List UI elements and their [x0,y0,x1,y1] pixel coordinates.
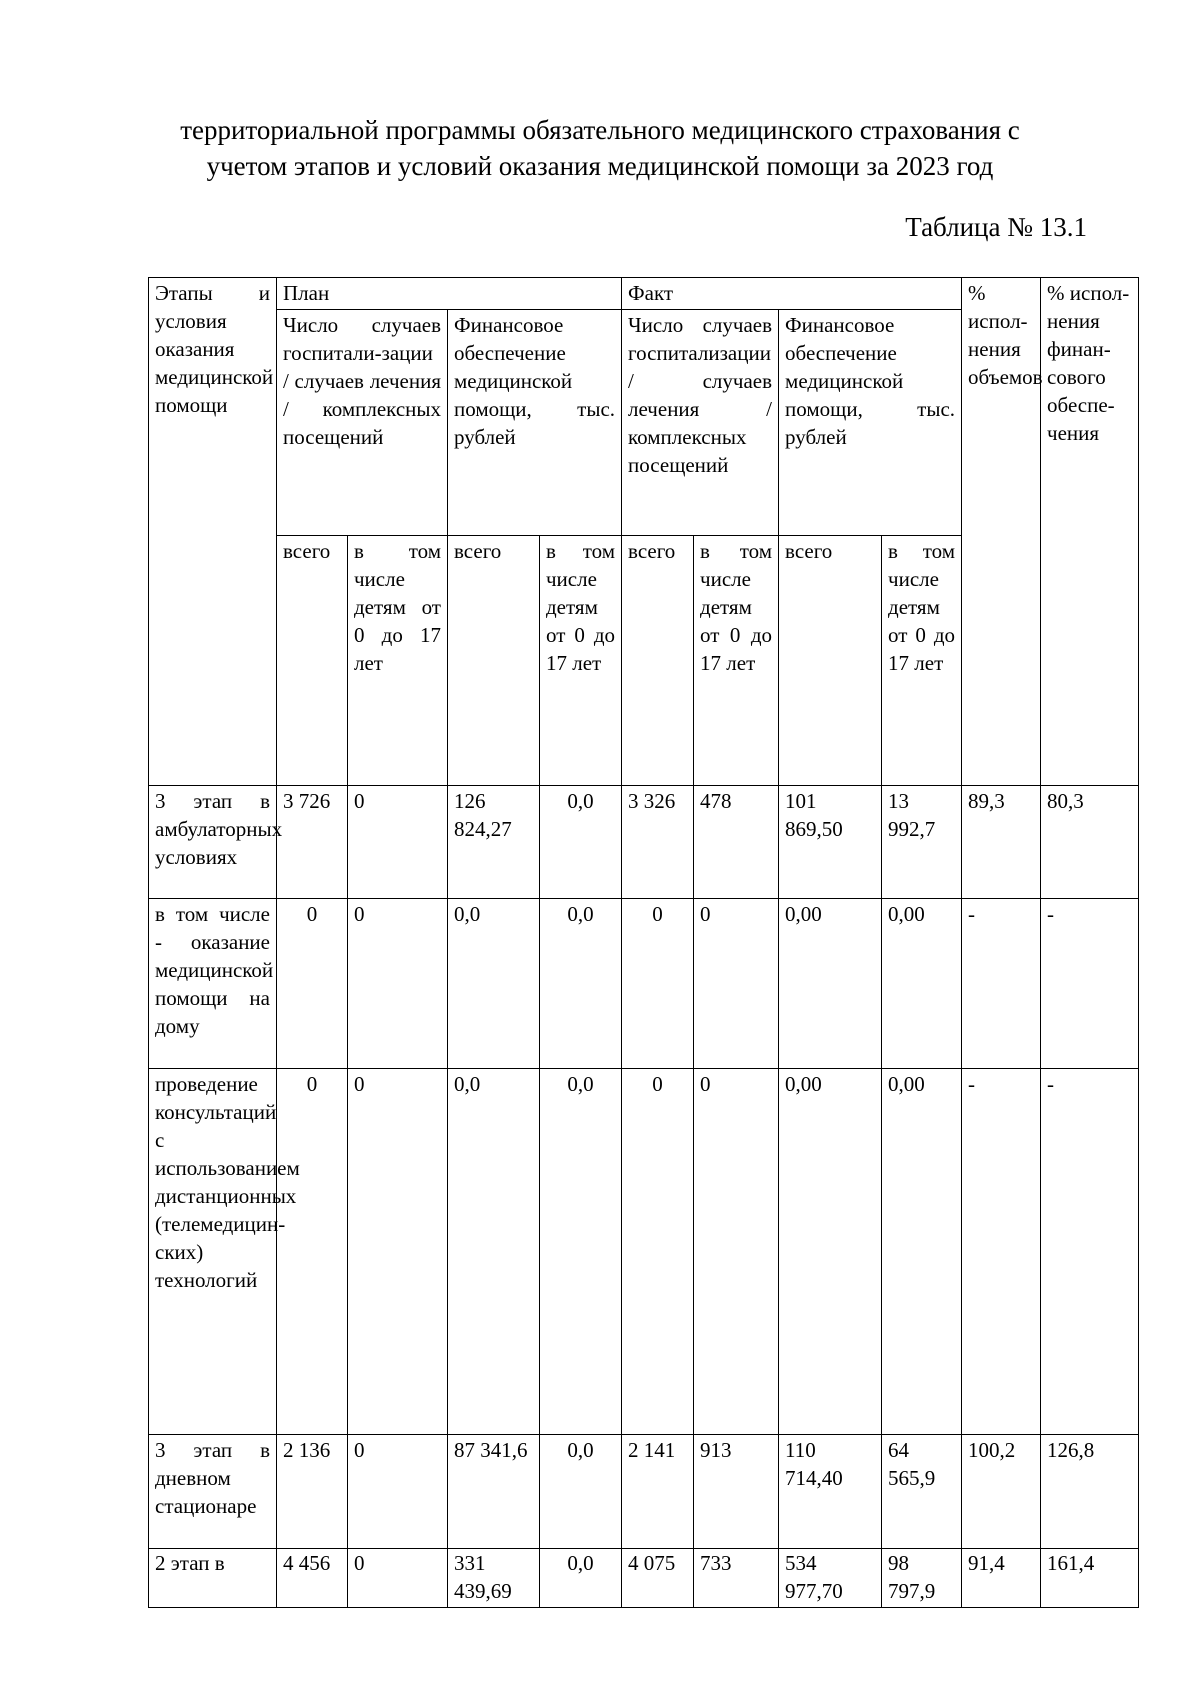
title-line-2: учетом этапов и условий оказания медицинской помощи за 2023 год [206,151,994,181]
table-row [149,1435,1139,1549]
row-fact-fin-children: 98 797,9 [882,1549,962,1608]
row-fact-children: 478 [694,786,779,899]
header-stage: Этапы и условия оказания медицинской помощи [149,278,277,786]
row-plan-children: 0 [348,786,448,899]
row-plan-fin-total: 126 824,27 [448,786,540,899]
table-row [149,786,1139,899]
row-stage: 3 этап в дневном стационаре [149,1435,277,1549]
row-plan-fin-children: 0,0 [540,1069,622,1435]
row-fact-fin-children: 13 992,7 [882,786,962,899]
row-plan-total: 3 726 [277,786,348,899]
row-pct-volume: 100,2 [962,1435,1041,1549]
header-plan-fin-children: в том числе детям от 0 до 17 лет [540,536,622,786]
header-fact-fin-children: в том числе детям от 0 до 17 лет [882,536,962,786]
table-row [149,899,1139,1069]
table-row [149,1549,1139,1608]
table-number: Таблица № 13.1 [905,212,1087,242]
row-fact-fin-total: 0,00 [779,899,882,1069]
row-plan-children: 0 [348,1549,448,1608]
row-plan-children: 0 [348,1435,448,1549]
row-plan-children: 0 [348,1069,448,1435]
row-pct-finance: 80,3 [1041,786,1139,899]
row-plan-fin-children: 0,0 [540,786,622,899]
row-pct-finance: 161,4 [1041,1549,1139,1608]
row-stage: в том числе - оказание медицинской помощи на дому [149,899,277,1069]
report-table [148,277,1139,1608]
row-plan-fin-total: 0,0 [448,899,540,1069]
header-plan: План [277,278,622,310]
header-plan-fin-total: всего [448,536,540,786]
row-fact-total: 0 [622,899,694,1069]
row-fact-fin-children: 64 565,9 [882,1435,962,1549]
row-fact-children: 733 [694,1549,779,1608]
header-plan-finance: Финансовое обеспечение медицинской помощи, тыс. рублей [448,310,622,536]
row-pct-volume: - [962,1069,1041,1435]
row-fact-fin-children: 0,00 [882,899,962,1069]
header-plan-total: всего [277,536,348,786]
header-plan-cases: Число случаев госпитали-зации / случаев лечения / комплексных посещений [277,310,448,536]
header-fact-finance: Финансовое обеспечение медицинской помощи, тыс. рублей [779,310,962,536]
header-plan-children: в том числе детям от 0 до 17 лет [348,536,448,786]
row-fact-fin-total: 534 977,70 [779,1549,882,1608]
row-pct-volume: 89,3 [962,786,1041,899]
row-plan-fin-total: 87 341,6 [448,1435,540,1549]
row-fact-total: 4 075 [622,1549,694,1608]
row-pct-finance: 126,8 [1041,1435,1139,1549]
header-row-1 [149,278,1139,310]
row-pct-volume: 91,4 [962,1549,1041,1608]
row-plan-fin-total: 0,0 [448,1069,540,1435]
row-fact-fin-total: 0,00 [779,1069,882,1435]
row-fact-fin-total: 101 869,50 [779,786,882,899]
row-fact-children: 0 [694,1069,779,1435]
row-pct-finance: - [1041,899,1139,1069]
row-fact-children: 913 [694,1435,779,1549]
row-fact-children: 0 [694,899,779,1069]
header-fact-cases: Число случаев госпитализации / случаев лечения / комплексных посещений [622,310,779,536]
row-stage: 2 этап в [149,1549,277,1608]
header-fact-fin-total: всего [779,536,882,786]
row-plan-fin-total: 331 439,69 [448,1549,540,1608]
table-row [149,1069,1139,1435]
header-fact: Факт [622,278,962,310]
row-fact-total: 2 141 [622,1435,694,1549]
row-stage: проведение консультаций с использованием дистанционных (телемедицин-ских) технологий [149,1069,277,1435]
row-pct-finance: - [1041,1069,1139,1435]
row-fact-total: 0 [622,1069,694,1435]
row-plan-total: 0 [277,899,348,1069]
row-plan-total: 4 456 [277,1549,348,1608]
row-pct-volume: - [962,899,1041,1069]
row-plan-fin-children: 0,0 [540,899,622,1069]
row-stage: 3 этап в амбулаторных условиях [149,786,277,899]
header-fact-children: в том числе детям от 0 до 17 лет [694,536,779,786]
row-plan-total: 2 136 [277,1435,348,1549]
document-title [0,112,1200,184]
header-pct-finance: % испол-нения финан-сового обеспе-чения [1041,278,1139,786]
row-plan-fin-children: 0,0 [540,1435,622,1549]
row-plan-children: 0 [348,899,448,1069]
header-fact-total: всего [622,536,694,786]
row-fact-fin-children: 0,00 [882,1069,962,1435]
row-fact-total: 3 326 [622,786,694,899]
title-line-1: территориальной программы обязательного медицинского страхования с [180,115,1020,145]
row-plan-total: 0 [277,1069,348,1435]
header-pct-volume: % испол-нения объемов [962,278,1041,786]
row-fact-fin-total: 110 714,40 [779,1435,882,1549]
row-plan-fin-children: 0,0 [540,1549,622,1608]
